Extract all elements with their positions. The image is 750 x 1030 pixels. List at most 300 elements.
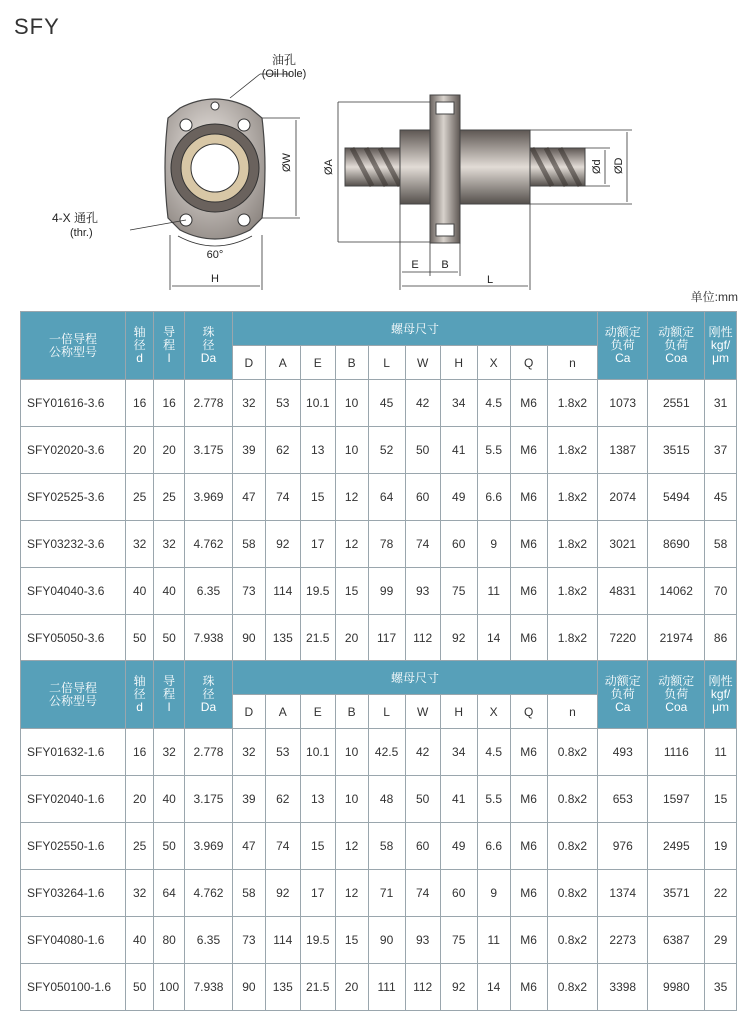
cell-d: 73 — [233, 917, 266, 964]
cell-n: 0.8x2 — [547, 917, 597, 964]
cell-k: 45 — [705, 474, 737, 521]
header-ball-dia-line: 径 — [202, 687, 215, 701]
cell-h: 92 — [440, 615, 477, 662]
cell-x: 14 — [477, 964, 510, 1011]
cell-l: 80 — [154, 917, 185, 964]
cell-e: 10.1 — [300, 380, 335, 427]
unit-label: 单位:mm — [690, 290, 738, 304]
cell-b: 10 — [335, 729, 368, 776]
table-row — [21, 474, 737, 521]
cell-e: 17 — [300, 521, 335, 568]
cell-a: 53 — [265, 729, 300, 776]
cell-coa: 9980 — [648, 964, 705, 1011]
header-ball-dia — [184, 312, 232, 380]
cell-e: 21.5 — [300, 615, 335, 662]
header-rigidity-line: kgf/ — [710, 338, 731, 352]
cell-e: 21.5 — [300, 964, 335, 1011]
header-ball-dia-line: 径 — [202, 338, 215, 352]
cell-q: M6 — [510, 568, 547, 615]
cell-da: 3.175 — [184, 427, 232, 474]
cell-w: 60 — [405, 474, 440, 521]
cell-l: 45 — [368, 380, 405, 427]
cell-d: 40 — [125, 568, 153, 615]
header-ball-dia — [184, 661, 232, 729]
cell-x: 11 — [477, 917, 510, 964]
cell-e: 17 — [300, 870, 335, 917]
oil-hole-label-en: (Oil hole) — [261, 68, 307, 80]
cell-d: 90 — [233, 964, 266, 1011]
cell-a: 92 — [265, 870, 300, 917]
cell-l: 16 — [154, 380, 185, 427]
cell-k: 31 — [705, 380, 737, 427]
cell-k: 58 — [705, 521, 737, 568]
cell-w: 112 — [405, 615, 440, 662]
cell-da: 6.35 — [184, 917, 232, 964]
cell-da: 3.969 — [184, 823, 232, 870]
cell-h: 34 — [440, 729, 477, 776]
header-nut-col: n — [547, 346, 597, 380]
spec-table-single-lead — [20, 311, 737, 662]
cell-l: 111 — [368, 964, 405, 1011]
header-rigidity — [705, 312, 737, 380]
cell-ca: 493 — [598, 729, 648, 776]
header-lead-line: 程 — [163, 338, 176, 352]
cell-b: 15 — [335, 568, 368, 615]
cell-model: SFY04080-1.6 — [21, 917, 126, 964]
header-rigidity-line: 刚性 — [708, 674, 733, 688]
header-dynamic-load-coa-line: Coa — [665, 351, 688, 365]
cell-x: 6.6 — [477, 474, 510, 521]
cell-n: 0.8x2 — [547, 870, 597, 917]
dim-b-label: B — [441, 259, 449, 271]
cell-n: 1.8x2 — [547, 380, 597, 427]
cell-e: 19.5 — [300, 568, 335, 615]
cell-d: 50 — [125, 615, 153, 662]
cell-a: 114 — [265, 917, 300, 964]
cell-d: 20 — [125, 776, 153, 823]
cell-k: 86 — [705, 615, 737, 662]
header-nut-col: D — [233, 346, 266, 380]
cell-k: 15 — [705, 776, 737, 823]
cell-coa: 8690 — [648, 521, 705, 568]
cell-da: 4.762 — [184, 521, 232, 568]
header-ball-dia-line: Da — [200, 351, 217, 365]
cell-l: 40 — [154, 568, 185, 615]
cell-model: SFY03232-3.6 — [21, 521, 126, 568]
cell-ca: 976 — [598, 823, 648, 870]
header-nut-col: B — [335, 346, 368, 380]
cell-a: 74 — [265, 823, 300, 870]
header-lead-line: 程 — [163, 687, 176, 701]
cell-l: 32 — [154, 729, 185, 776]
cell-x: 5.5 — [477, 427, 510, 474]
cell-q: M6 — [510, 964, 547, 1011]
cell-l: 50 — [154, 615, 185, 662]
table-row — [21, 521, 737, 568]
cell-d: 32 — [233, 380, 266, 427]
header-model-line: 二倍导程 — [48, 680, 97, 695]
header-dynamic-load-ca-line: 负荷 — [610, 687, 635, 701]
cell-d: 32 — [125, 521, 153, 568]
header-rigidity-line: μm — [712, 351, 730, 365]
cell-e: 19.5 — [300, 917, 335, 964]
cell-n: 0.8x2 — [547, 729, 597, 776]
cell-coa: 1116 — [648, 729, 705, 776]
header-ball-dia-line: 珠 — [202, 325, 215, 339]
table-row — [21, 380, 737, 427]
cell-b: 20 — [335, 964, 368, 1011]
table-row — [21, 823, 737, 870]
cell-l: 48 — [368, 776, 405, 823]
header-lead — [154, 312, 185, 380]
cell-w: 74 — [405, 521, 440, 568]
header-dynamic-load-coa-line: 动额定 — [658, 325, 695, 339]
cell-h: 41 — [440, 427, 477, 474]
cell-l: 100 — [154, 964, 185, 1011]
cell-x: 9 — [477, 521, 510, 568]
cell-n: 0.8x2 — [547, 964, 597, 1011]
header-nut-col: Q — [510, 346, 547, 380]
cell-b: 10 — [335, 380, 368, 427]
header-rigidity-line: μm — [712, 700, 730, 714]
cell-k: 11 — [705, 729, 737, 776]
header-nut-dimensions: 螺母尺寸 — [233, 312, 598, 346]
cell-k: 29 — [705, 917, 737, 964]
header-shaft-dia-line: 径 — [133, 687, 146, 701]
header-nut-col: Q — [510, 695, 547, 729]
cell-x: 4.5 — [477, 380, 510, 427]
header-shaft-dia-line: 轴 — [133, 325, 146, 339]
dim-l-label: L — [486, 274, 494, 286]
cell-x: 4.5 — [477, 729, 510, 776]
cell-x: 5.5 — [477, 776, 510, 823]
page-title: SFY — [14, 14, 60, 39]
dim-d-small-label: Ød — [591, 159, 603, 174]
header-dynamic-load-coa-line: Coa — [665, 700, 688, 714]
table-row — [21, 729, 737, 776]
header-shaft-dia-line: d — [136, 351, 143, 365]
cell-e: 13 — [300, 776, 335, 823]
cell-d: 90 — [233, 615, 266, 662]
cell-h: 34 — [440, 380, 477, 427]
cell-l: 25 — [154, 474, 185, 521]
spec-table-double-lead — [20, 660, 737, 1011]
header-nut-col: n — [547, 695, 597, 729]
cell-e: 15 — [300, 474, 335, 521]
cell-d: 16 — [125, 729, 153, 776]
header-dynamic-load-ca-line: 负荷 — [610, 338, 635, 352]
cell-a: 135 — [265, 615, 300, 662]
header-dynamic-load-coa-line: 动额定 — [658, 674, 695, 688]
cell-d: 16 — [125, 380, 153, 427]
cell-w: 50 — [405, 427, 440, 474]
cell-q: M6 — [510, 521, 547, 568]
side-view — [323, 95, 632, 290]
cell-ca: 653 — [598, 776, 648, 823]
cell-q: M6 — [510, 729, 547, 776]
header-dynamic-load-ca — [598, 661, 648, 729]
cell-da: 7.938 — [184, 964, 232, 1011]
cell-h: 49 — [440, 474, 477, 521]
cell-d: 58 — [233, 521, 266, 568]
cell-l: 40 — [154, 776, 185, 823]
bolt-hole — [180, 119, 192, 131]
header-model-line: 公称型号 — [48, 344, 97, 359]
cell-ca: 4831 — [598, 568, 648, 615]
cell-d: 25 — [125, 474, 153, 521]
header-dynamic-load-coa — [648, 312, 705, 380]
cell-h: 75 — [440, 917, 477, 964]
header-nut-col: H — [440, 346, 477, 380]
dim-e-label: E — [411, 259, 419, 271]
cell-coa: 1597 — [648, 776, 705, 823]
cell-h: 75 — [440, 568, 477, 615]
cell-a: 74 — [265, 474, 300, 521]
header-model-line: 公称型号 — [48, 693, 97, 708]
table-row — [21, 776, 737, 823]
cell-model: SFY04040-3.6 — [21, 568, 126, 615]
header-nut-col: W — [405, 346, 440, 380]
cell-l: 42.5 — [368, 729, 405, 776]
header-dynamic-load-coa-line: 负荷 — [664, 687, 689, 701]
cell-ca: 3021 — [598, 521, 648, 568]
cell-b: 12 — [335, 870, 368, 917]
header-lead — [154, 661, 185, 729]
cell-coa: 6387 — [648, 917, 705, 964]
cell-b: 12 — [335, 823, 368, 870]
cell-w: 74 — [405, 870, 440, 917]
cell-e: 15 — [300, 823, 335, 870]
cell-coa: 21974 — [648, 615, 705, 662]
header-nut-col: X — [477, 695, 510, 729]
cell-b: 20 — [335, 615, 368, 662]
dim-a-label: ØA — [323, 159, 335, 175]
cell-model: SFY02550-1.6 — [21, 823, 126, 870]
header-model — [21, 312, 126, 380]
dim-w-label: ØW — [281, 153, 293, 172]
cell-h: 41 — [440, 776, 477, 823]
cell-d: 32 — [125, 870, 153, 917]
cell-da: 4.762 — [184, 870, 232, 917]
header-nut-col: H — [440, 695, 477, 729]
cell-coa: 5494 — [648, 474, 705, 521]
header-lead-line: l — [167, 351, 171, 365]
cell-x: 9 — [477, 870, 510, 917]
header-dynamic-load-coa — [648, 661, 705, 729]
cell-d: 25 — [125, 823, 153, 870]
header-rigidity-line: 刚性 — [708, 325, 733, 339]
dim-h-label: H — [211, 273, 219, 285]
header-nut-dimensions: 螺母尺寸 — [233, 661, 598, 695]
header-nut-col: B — [335, 695, 368, 729]
cell-coa: 2495 — [648, 823, 705, 870]
cell-ca: 2074 — [598, 474, 648, 521]
cell-model: SFY02040-1.6 — [21, 776, 126, 823]
cell-a: 53 — [265, 380, 300, 427]
cell-n: 1.8x2 — [547, 568, 597, 615]
cell-h: 92 — [440, 964, 477, 1011]
header-ball-dia-line: Da — [200, 700, 217, 714]
front-view — [52, 52, 306, 290]
header-dynamic-load-ca-line: Ca — [615, 700, 631, 714]
header-nut-col: E — [300, 346, 335, 380]
cell-q: M6 — [510, 870, 547, 917]
cell-model: SFY01632-1.6 — [21, 729, 126, 776]
cell-l: 32 — [154, 521, 185, 568]
cell-l: 64 — [368, 474, 405, 521]
header-nut-col: L — [368, 695, 405, 729]
header-nut-col: D — [233, 695, 266, 729]
cell-d: 40 — [125, 917, 153, 964]
table-row — [21, 870, 737, 917]
cell-k: 19 — [705, 823, 737, 870]
cell-w: 112 — [405, 964, 440, 1011]
cell-da: 2.778 — [184, 729, 232, 776]
cell-da: 3.175 — [184, 776, 232, 823]
cell-ca: 1374 — [598, 870, 648, 917]
thru-hole-label-cn: 4-X 通孔 — [52, 211, 99, 225]
dim-d-large-label: ØD — [613, 157, 625, 174]
header-nut-col: E — [300, 695, 335, 729]
table-row — [21, 917, 737, 964]
angle-label: 60° — [206, 249, 224, 261]
header-ball-dia-line: 珠 — [202, 674, 215, 688]
cell-model: SFY01616-3.6 — [21, 380, 126, 427]
header-shaft-dia-line: d — [136, 700, 143, 714]
cell-model: SFY03264-1.6 — [21, 870, 126, 917]
table-row — [21, 964, 737, 1011]
cell-b: 15 — [335, 917, 368, 964]
header-rigidity-line: kgf/ — [710, 687, 731, 701]
cell-ca: 7220 — [598, 615, 648, 662]
cell-model: SFY05050-3.6 — [21, 615, 126, 662]
cell-k: 35 — [705, 964, 737, 1011]
header-dynamic-load-ca-line: 动额定 — [604, 325, 641, 339]
cell-n: 1.8x2 — [547, 474, 597, 521]
cell-w: 42 — [405, 729, 440, 776]
cell-d: 20 — [125, 427, 153, 474]
cell-da: 3.969 — [184, 474, 232, 521]
cell-w: 93 — [405, 568, 440, 615]
cell-k: 22 — [705, 870, 737, 917]
ball-nut-diagram — [0, 40, 750, 290]
cell-model: SFY02020-3.6 — [21, 427, 126, 474]
cell-l: 90 — [368, 917, 405, 964]
oil-hole-label-cn: 油孔 — [271, 53, 297, 67]
cell-a: 135 — [265, 964, 300, 1011]
cell-e: 13 — [300, 427, 335, 474]
cell-d: 32 — [233, 729, 266, 776]
table-row — [21, 615, 737, 662]
cell-q: M6 — [510, 427, 547, 474]
cell-l: 117 — [368, 615, 405, 662]
cell-coa: 2551 — [648, 380, 705, 427]
header-lead-line: 导 — [163, 325, 176, 339]
cell-d: 58 — [233, 870, 266, 917]
cell-k: 70 — [705, 568, 737, 615]
cell-l: 20 — [154, 427, 185, 474]
header-shaft-dia — [125, 312, 153, 380]
cell-a: 62 — [265, 776, 300, 823]
cell-q: M6 — [510, 917, 547, 964]
cell-da: 2.778 — [184, 380, 232, 427]
cell-coa: 3571 — [648, 870, 705, 917]
cell-n: 1.8x2 — [547, 521, 597, 568]
cell-coa: 3515 — [648, 427, 705, 474]
cell-x: 6.6 — [477, 823, 510, 870]
cell-d: 47 — [233, 823, 266, 870]
cell-q: M6 — [510, 776, 547, 823]
cell-e: 10.1 — [300, 729, 335, 776]
cell-ca: 2273 — [598, 917, 648, 964]
cell-d: 73 — [233, 568, 266, 615]
cell-n: 0.8x2 — [547, 823, 597, 870]
header-nut-col: A — [265, 346, 300, 380]
bolt-hole — [238, 119, 250, 131]
cell-d: 39 — [233, 776, 266, 823]
thru-hole-label-en: (thr.) — [70, 227, 93, 239]
cell-w: 50 — [405, 776, 440, 823]
cell-l: 50 — [154, 823, 185, 870]
cell-q: M6 — [510, 615, 547, 662]
cell-ca: 1387 — [598, 427, 648, 474]
cell-model: SFY02525-3.6 — [21, 474, 126, 521]
cell-q: M6 — [510, 380, 547, 427]
table-row — [21, 427, 737, 474]
cell-h: 49 — [440, 823, 477, 870]
cell-b: 10 — [335, 776, 368, 823]
cell-l: 78 — [368, 521, 405, 568]
cell-k: 37 — [705, 427, 737, 474]
header-nut-col: A — [265, 695, 300, 729]
bolt-hole — [238, 214, 250, 226]
table-row — [21, 568, 737, 615]
cell-l: 71 — [368, 870, 405, 917]
cell-w: 42 — [405, 380, 440, 427]
cell-a: 92 — [265, 521, 300, 568]
cell-ca: 1073 — [598, 380, 648, 427]
cell-w: 60 — [405, 823, 440, 870]
header-dynamic-load-ca — [598, 312, 648, 380]
cell-a: 114 — [265, 568, 300, 615]
header-dynamic-load-coa-line: 负荷 — [664, 338, 689, 352]
cell-coa: 14062 — [648, 568, 705, 615]
header-shaft-dia — [125, 661, 153, 729]
header-lead-line: l — [167, 700, 171, 714]
header-rigidity — [705, 661, 737, 729]
header-nut-col: W — [405, 695, 440, 729]
header-model-line: 一倍导程 — [48, 331, 97, 346]
cell-b: 10 — [335, 427, 368, 474]
cell-q: M6 — [510, 823, 547, 870]
cell-ca: 3398 — [598, 964, 648, 1011]
cell-x: 14 — [477, 615, 510, 662]
cell-n: 1.8x2 — [547, 615, 597, 662]
header-lead-line: 导 — [163, 674, 176, 688]
header-model — [21, 661, 126, 729]
cell-d: 39 — [233, 427, 266, 474]
header-nut-col: L — [368, 346, 405, 380]
cell-l: 58 — [368, 823, 405, 870]
oil-hole — [211, 102, 219, 110]
cell-w: 93 — [405, 917, 440, 964]
cell-da: 7.938 — [184, 615, 232, 662]
cell-l: 99 — [368, 568, 405, 615]
cell-a: 62 — [265, 427, 300, 474]
header-shaft-dia-line: 轴 — [133, 674, 146, 688]
header-dynamic-load-ca-line: Ca — [615, 351, 631, 365]
cell-model: SFY050100-1.6 — [21, 964, 126, 1011]
